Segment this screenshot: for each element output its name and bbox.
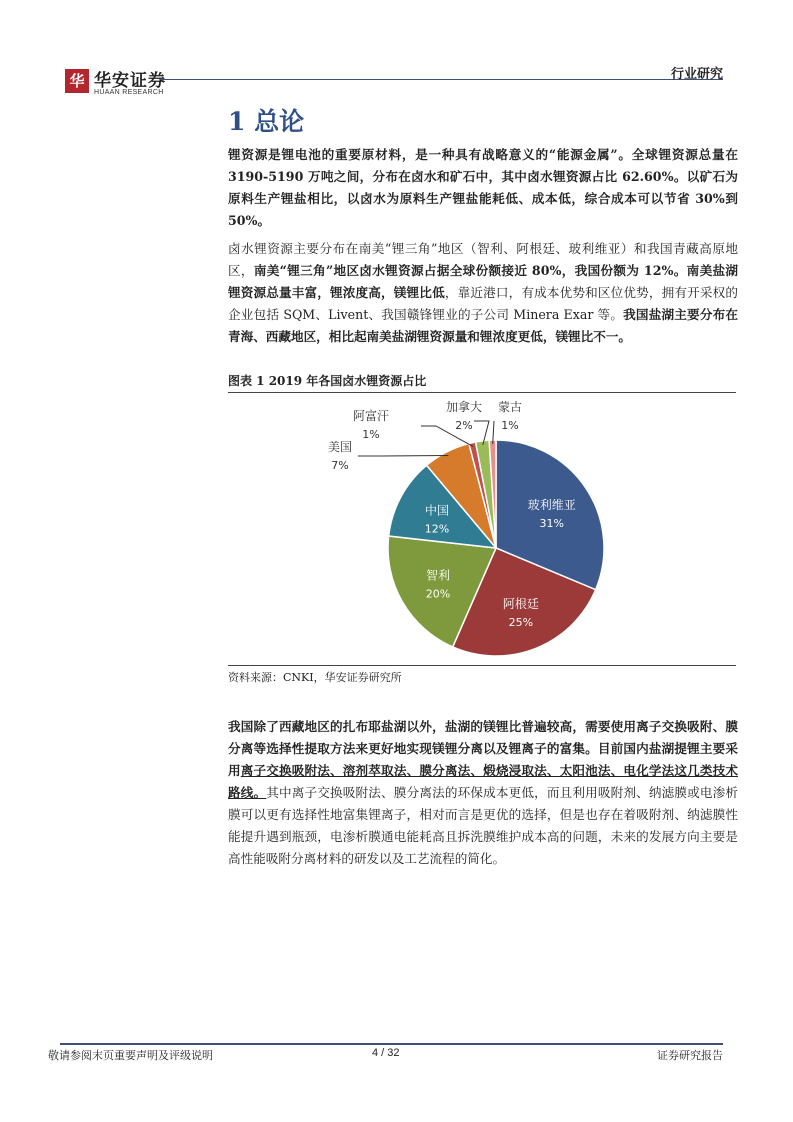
paragraph-extraction (228, 716, 738, 870)
slice-category-label: 阿富汗 (352, 409, 390, 423)
slice-value-label: 1% (501, 419, 519, 432)
slice-value-label: 12% (424, 522, 450, 536)
paragraph-intro-text: 锂资源是锂电池的重要原材料，是一种具有战略意义的“能源金属”。全球锂资源总量在 3190-5190 万吨之间，分布在卤水和矿石中，其中卤水锂资源占比 62.60%。以矿石为原料生产锂盐相比，以卤水为原料生产锂盐能耗低、成本低，综合成本可以节省 30%到 50%。 (228, 147, 738, 228)
slice-value-label: 2% (455, 419, 473, 432)
slice-value-label: 20% (425, 587, 451, 601)
slice-category-label: 加拿大 (445, 400, 483, 414)
header-rule (160, 79, 723, 80)
company-logo-name: 华安证券 (94, 71, 166, 91)
footer-report-type: 证券研究报告 (657, 1049, 723, 1062)
figure-source: 资料来源：CNKI，华安证券研究所 (228, 671, 402, 684)
paragraph-distribution-part1: 卤水锂资源主要分布在南美“锂三角”地区（智利、阿根廷、玻利维亚）和我国青藏高原地区， (228, 241, 738, 278)
company-logo-english: HUAAN RESEARCH (94, 89, 164, 96)
footer-rule (60, 1043, 723, 1045)
figure-bottom-rule (228, 665, 736, 666)
pie-chart (228, 393, 736, 664)
paragraph-distribution (228, 238, 738, 348)
figure-title: 图表 1 2019 年各国卤水锂资源占比 (228, 374, 427, 388)
section-label: 行业研究 (670, 67, 723, 82)
slice-category-label: 智利 (426, 568, 451, 583)
slice-value-label: 7% (331, 459, 349, 472)
paragraph-intro (228, 144, 738, 232)
slice-category-label: 美国 (327, 440, 353, 454)
slice-category-label: 阿根廷 (502, 597, 539, 612)
paragraph-distribution-part3: ，靠近港口，有成本优势和区位优势，拥有开采权的企业包括 SQM、Livent、我国赣锋锂业的子公司 Minera Exar 等。 (228, 285, 739, 322)
section-heading: 1 总论 (228, 107, 305, 136)
company-logo-mark: 华 (65, 69, 89, 93)
slice-category-label: 蒙古 (497, 400, 523, 414)
slice-value-label: 25% (508, 616, 534, 630)
page-number: 4 / 32 (372, 1047, 400, 1059)
paragraph-distribution-part2: 南美“锂三角”地区卤水锂资源占据全球份额接近 80%，我国份额为 12%。南美盐湖锂资源总量丰富，锂浓度高，镁锂比低 (228, 263, 738, 300)
paragraph-extraction-part2: 离子交换吸附法、溶剂萃取法、膜分离法、煅烧浸取法、太阳池法、电化学法这几类技术路线。 (228, 763, 739, 800)
paragraph-distribution-part4: 我国盐湖主要分布在青海、西藏地区，相比起南美盐湖锂资源量和锂浓度更低，镁锂比不一。 (228, 307, 738, 344)
slice-value-label: 1% (362, 428, 380, 441)
slice-category-label: 中国 (424, 503, 449, 518)
paragraph-extraction-part1: 我国除了西藏地区的扎布耶盐湖以外，盐湖的镁锂比普遍较高，需要使用离子交换吸附、膜分离等选择性提取方法来更好地实现镁锂分离以及锂离子的富集。目前国内盐湖提锂主要采用 (228, 719, 738, 778)
footer-disclaimer: 敬请参阅末页重要声明及评级说明 (48, 1049, 213, 1062)
paragraph-extraction-part3: 其中离子交换吸附法、膜分离法的环保成本更低，而且利用吸附剂、纳滤膜或电渗析膜可以更有选择性地富集锂离子，相对而言是更优的选择，但是也存在着吸附剂、纳滤膜性能提升遇到瓶颈，电渗析膜通电能耗高且拆洗膜维护成本高的问题，未来的发展方向主要是高性能吸附分离材料的研发以及工艺流程的简化。 (228, 785, 739, 866)
slice-category-label: 玻利维亚 (527, 497, 576, 512)
slice-value-label: 31% (539, 516, 564, 530)
